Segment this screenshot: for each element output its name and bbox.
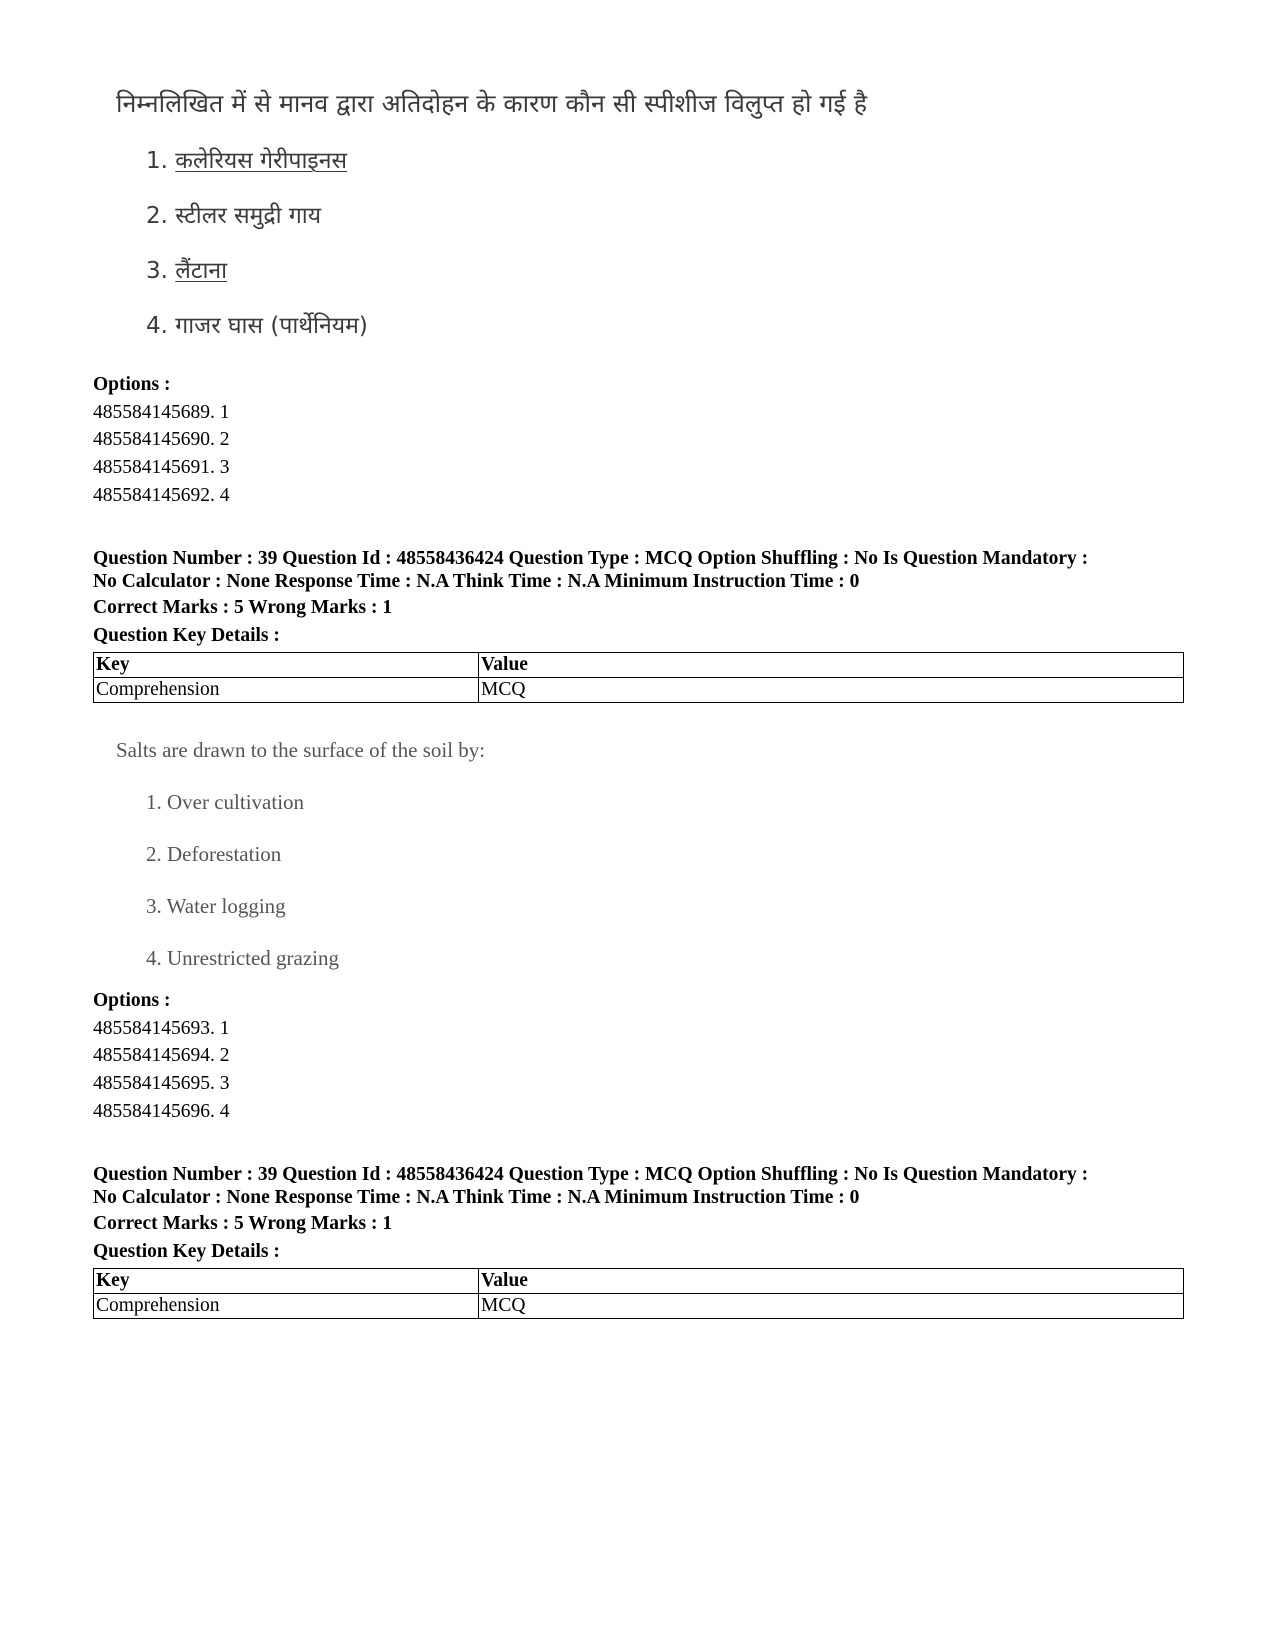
question-option-4 xyxy=(146,946,339,971)
option-text: कलेरियस गेरीपाइनस xyxy=(175,148,348,174)
option-text: Over cultivation xyxy=(167,790,305,814)
option-id-line: 485584145693. 1 xyxy=(93,1018,230,1039)
question-option-2 xyxy=(146,198,321,230)
question-stem: Salts are drawn to the surface of the soil by: xyxy=(116,738,486,762)
option-id-line: 485584145690. 2 xyxy=(93,429,230,450)
option-text: Unrestricted grazing xyxy=(167,946,340,970)
options-label: Options : xyxy=(93,990,171,1011)
option-text: Deforestation xyxy=(167,842,282,866)
option-number: 2. xyxy=(146,842,162,866)
table-header-row xyxy=(94,1269,1184,1294)
metadata-line-2: No Calculator : None Response Time : N.A Think Time : N.A Minimum Instruction Time : 0 xyxy=(93,571,860,592)
table-cell-key: Comprehension xyxy=(94,678,479,703)
question-option-4 xyxy=(146,308,368,340)
option-text: गाजर घास (पार्थेनियम) xyxy=(175,313,368,339)
option-number: 2. xyxy=(146,203,168,229)
options-label: Options : xyxy=(93,374,171,395)
question-option-1 xyxy=(146,143,347,175)
table-header-key: Key xyxy=(94,653,479,678)
key-details-label: Question Key Details : xyxy=(93,1241,280,1262)
marks-line: Correct Marks : 5 Wrong Marks : 1 xyxy=(93,597,393,618)
question-option-1 xyxy=(146,790,304,815)
metadata-line-2: No Calculator : None Response Time : N.A Think Time : N.A Minimum Instruction Time : 0 xyxy=(93,1187,860,1208)
table-cell-key: Comprehension xyxy=(94,1294,479,1319)
option-id-line: 485584145695. 3 xyxy=(93,1073,230,1094)
question-metadata xyxy=(93,547,1193,593)
table-header-row xyxy=(94,653,1184,678)
question-image-english xyxy=(116,738,486,970)
option-number: 4. xyxy=(146,313,168,339)
table-row xyxy=(94,1294,1184,1319)
marks-line: Correct Marks : 5 Wrong Marks : 1 xyxy=(93,1213,393,1234)
option-id-line: 485584145689. 1 xyxy=(93,402,230,423)
question-image-hindi xyxy=(116,86,868,339)
metadata-line-1: Question Number : 39 Question Id : 48558436424 Question Type : MCQ Option Shuffling : No Is Question Mandatory : xyxy=(93,1164,1089,1185)
table-header-value: Value xyxy=(479,1269,1184,1294)
option-text: लैंटाना xyxy=(175,258,228,284)
option-number: 3. xyxy=(146,894,162,918)
option-id-line: 485584145691. 3 xyxy=(93,457,230,478)
option-text: Water logging xyxy=(166,894,286,918)
option-text: स्टीलर समुद्री गाय xyxy=(175,203,322,229)
option-id-line: 485584145692. 4 xyxy=(93,485,230,506)
table-cell-value: MCQ xyxy=(479,678,1184,703)
option-id-line: 485584145696. 4 xyxy=(93,1101,230,1122)
table-header-value: Value xyxy=(479,653,1184,678)
option-number: 3. xyxy=(146,258,168,284)
question-option-3 xyxy=(146,253,227,285)
key-details-label: Question Key Details : xyxy=(93,625,280,646)
key-details-table xyxy=(93,652,1184,703)
question-stem: निम्नलिखित में से मानव द्वारा अतिदोहन के कारण कौन सी स्पीशीज विलुप्त हो गई है xyxy=(116,89,868,118)
question-option-3 xyxy=(146,894,286,919)
table-cell-value: MCQ xyxy=(479,1294,1184,1319)
table-row xyxy=(94,678,1184,703)
metadata-line-1: Question Number : 39 Question Id : 48558436424 Question Type : MCQ Option Shuffling : No Is Question Mandatory : xyxy=(93,548,1089,569)
question-option-2 xyxy=(146,842,281,867)
option-id-line: 485584145694. 2 xyxy=(93,1045,230,1066)
option-number: 4. xyxy=(146,946,162,970)
key-details-table xyxy=(93,1268,1184,1319)
table-header-key: Key xyxy=(94,1269,479,1294)
option-number: 1. xyxy=(146,790,162,814)
question-metadata xyxy=(93,1163,1193,1209)
option-number: 1. xyxy=(146,148,168,174)
